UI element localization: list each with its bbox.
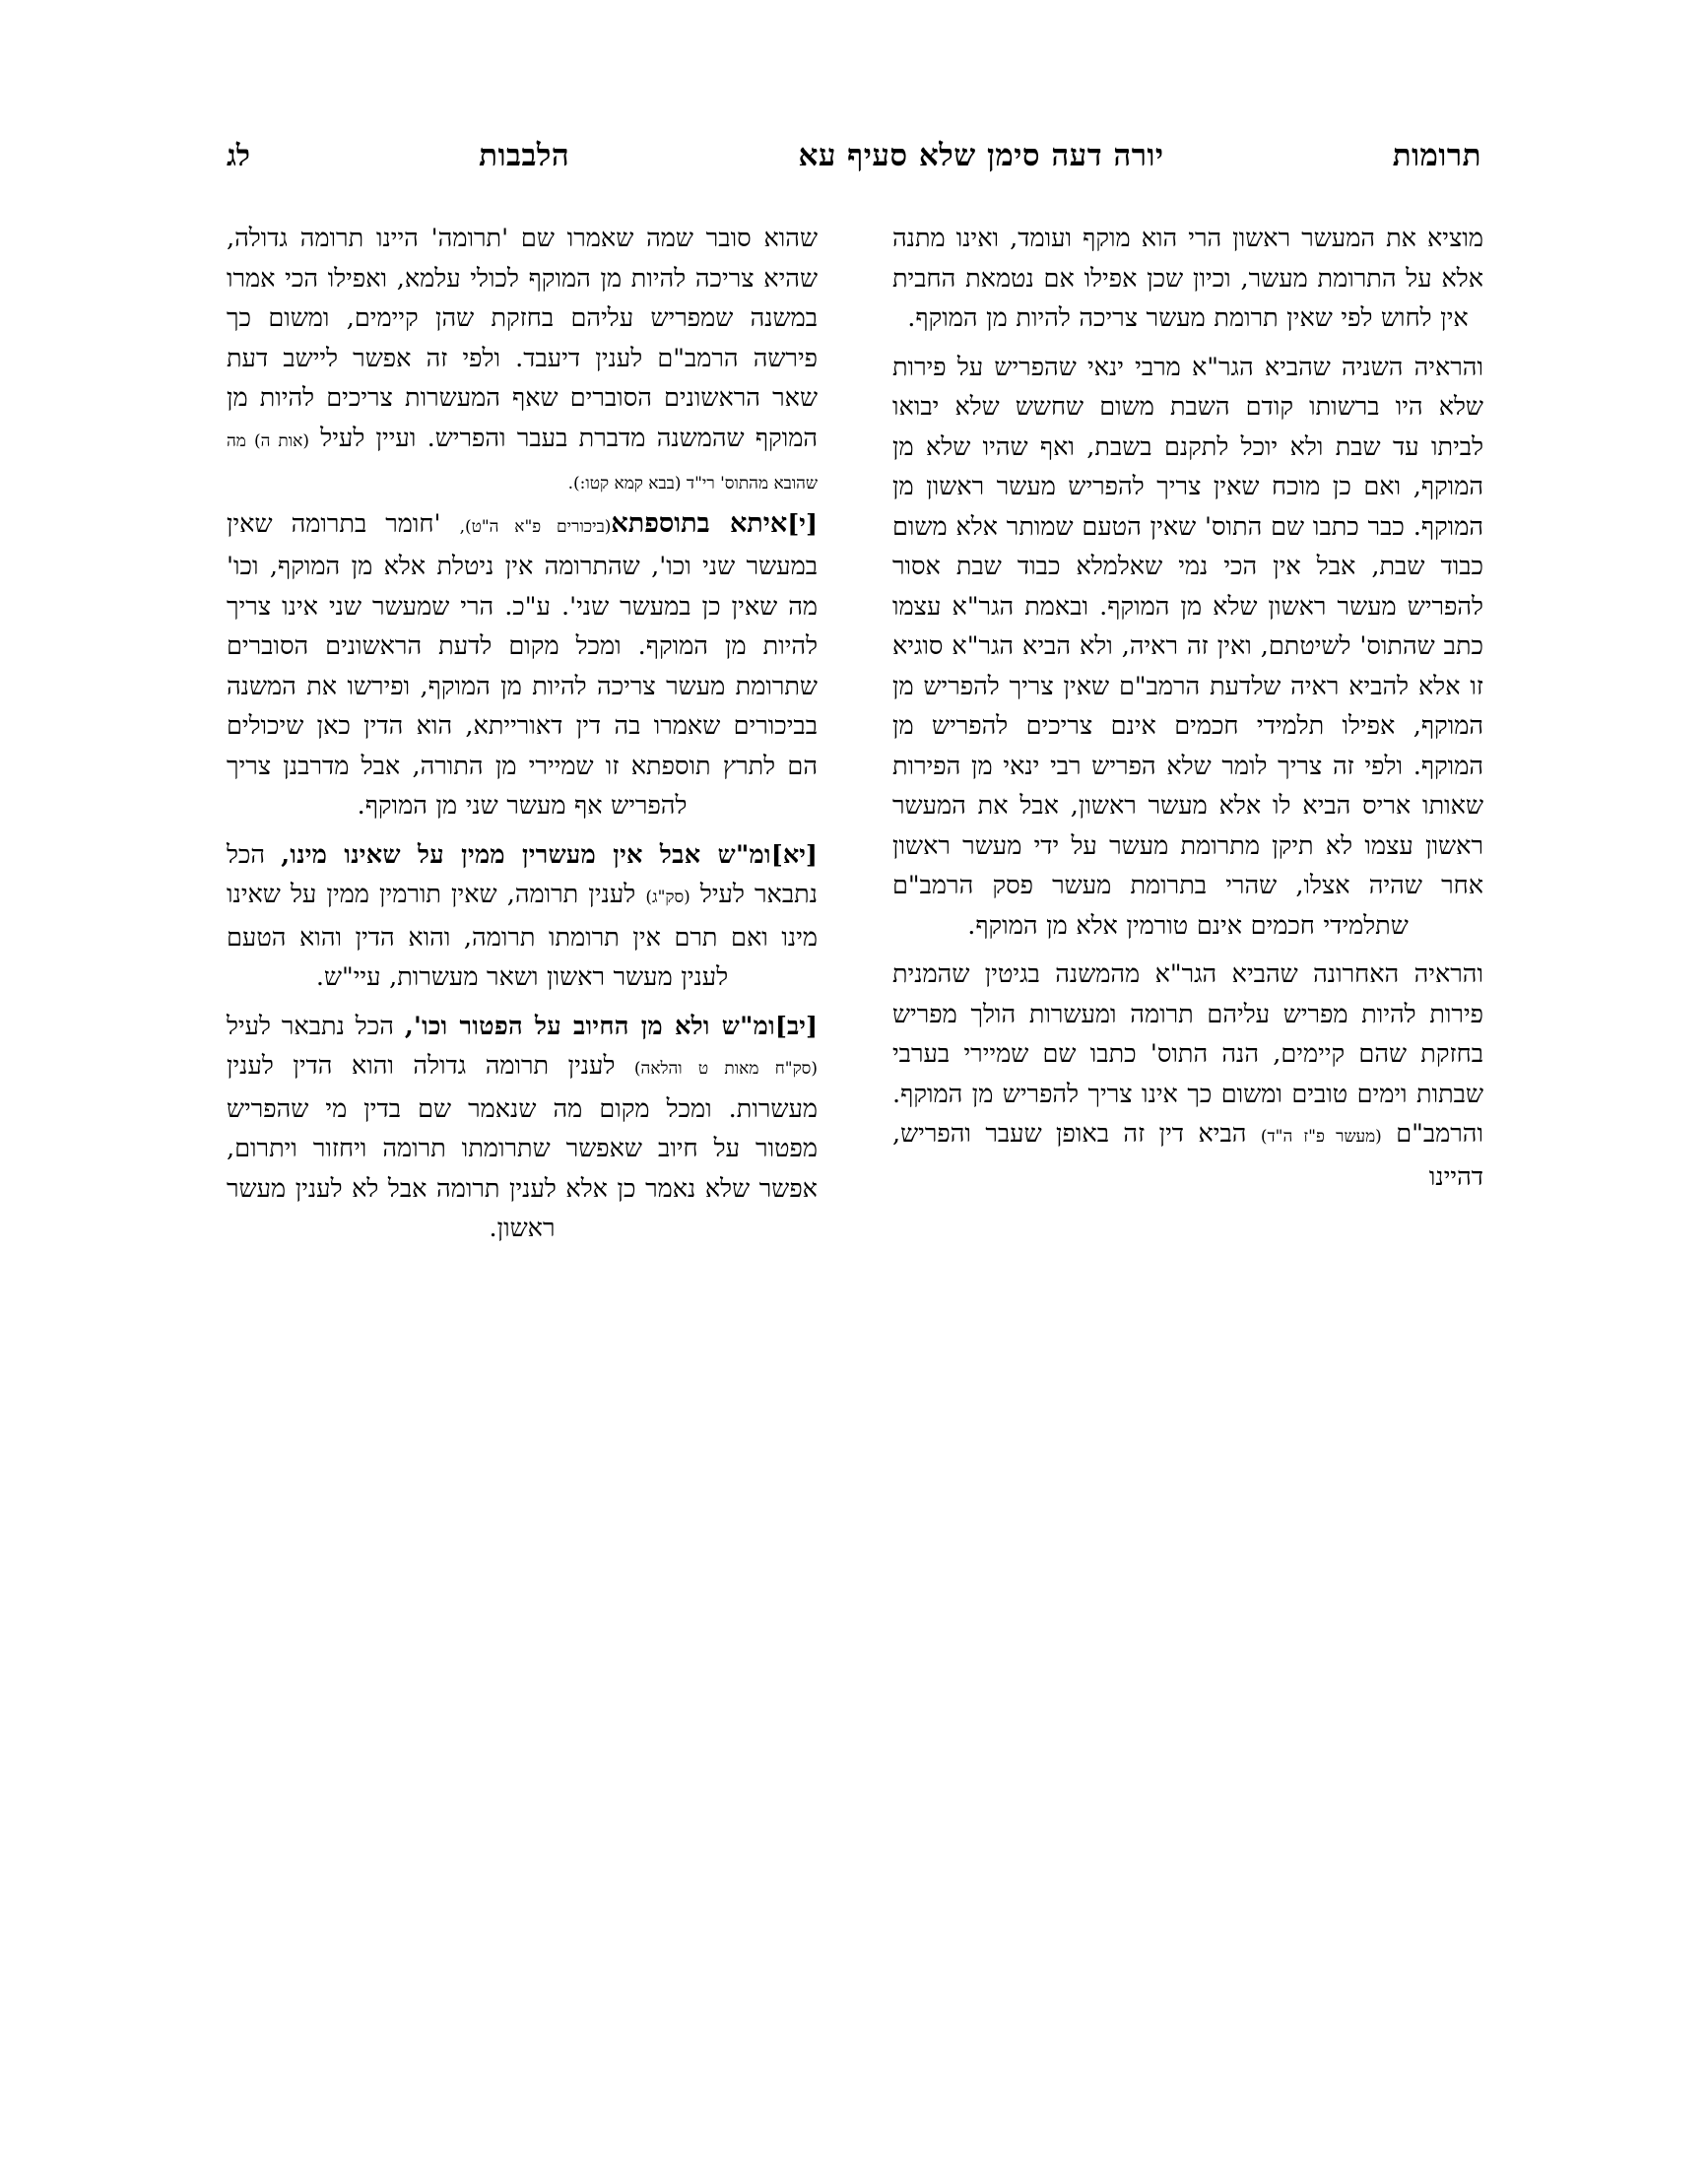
paragraph-lead: איתא בתוספתא	[611, 507, 788, 539]
header-title-right: תרומות	[1392, 138, 1481, 173]
paragraph-text: מוציא את המעשר ראשון הרי הוא מוקף ועומד, ואינו מתנה אלא על התרומת מעשר, וכיון שכן אפילו אם נטמאת החבית אין לחוש לפי שאין תרומת מעשר צריכה להיות מן המוקף.	[892, 224, 1483, 333]
section-marker: [יב]	[774, 1011, 819, 1041]
paragraph	[227, 219, 818, 504]
paragraph-lead: ומ"ש ולא מן החיוב על הפטור וכו',	[404, 1011, 775, 1041]
paragraph	[892, 955, 1483, 1197]
paragraph-text: והראיה השניה שהביא הגר"א מרבי ינאי שהפריש על פירות שלא היו ברשותו קודם השבת משום שחשש שלא יבואו לביתו עד שבת ולא יוכל לתקנם בשבת, ואף שהיו שלא מן המוקף, ואם כן מוכח שאין צריך להפריש מעשר ראשון מן המוקף. כבר כתבו שם התוס' שאין הטעם שמותר אלא משום כבוד שבת, אבל אין הכי נמי שאלמלא כבוד שבת אסור להפריש מעשר ראשון שלא מן המוקף. ובאמת הגר"א עצמו כתב שהתוס' לשיטתם, ואין זה ראיה, ולא הביא הגר"א סוגיא זו אלא להביא ראיה שלדעת הרמב"ם שאין צריך להפריש מן המוקף, אפילו תלמידי חכמים אינם צריכים להפריש מן המוקף. ולפי זה צריך לומר שלא הפריש רבי ינאי מן הפירות שאותו אריס הביא לו אלא מעשר ראשון, אבל את המעשר ראשון עצמו לא תיקן מתרומת מעשר על ידי מעשר ראשון אחר שהיה אצלו, שהרי בתרומת מעשר פסק הרמב"ם שתלמידי חכמים אינם טורמין אלא מן המוקף.	[892, 352, 1483, 941]
paragraph	[892, 348, 1483, 947]
paragraph-text-tail: הביא דין זה באופן שעבר והפריש, דהיינו	[892, 1119, 1483, 1192]
section-marker: [י]	[787, 508, 819, 539]
source-citation: (אות ה) מה שהובא מהתוס' רי"ד (בבא קמא קטו:).	[227, 430, 818, 494]
column-left	[227, 219, 818, 1755]
paragraph	[227, 835, 818, 998]
paragraph-text: 'חומר בתרומה שאין במעשר שני וכו', שהתרומה אין ניטלת אלא מן המוקף, וכו' מה שאין כן במעשר שני'. ע"כ. הרי שמעשר שני אינו צריך להיות מן המוקף. ומכל מקום לדעת הראשונים הסוברים שתרומת מעשר צריכה להיות מן המוקף, ופירשו את המשנה בביכורים שאמרו בה דין דאורייתא, הוא הדין כאן שיכולים הם לתרץ תוספתא זו שמיירי מן התורה, אבל מדרבנן צריך להפריש אף מעשר שני מן המוקף.	[227, 508, 818, 821]
section-marker: [יא]	[770, 839, 818, 870]
paragraph	[227, 1007, 818, 1249]
paragraph-text: שהוא סובר שמה שאמרו שם 'תרומה' היינו תרומה גדולה, שהיא צריכה להיות מן המוקף לכולי עלמא, ואפילו הכי אמרו במשנה שמפריש עליהם בחזקת שהן קיימים, ומשום כך פירשה הרמב"ם לענין דיעבד. ולפי זה אפשר ליישב דעת שאר הראשונים הסוברים שאף המעשרות צריכים להיות מן המוקף שהמשנה מדברת בעבר והפריש. ועיין לעיל	[227, 224, 818, 453]
text-columns	[225, 219, 1483, 1755]
paragraph-text: הכל נתבאר לעיל	[227, 1011, 405, 1041]
paragraph-text-tail: לענין תרומה, שאין תורמין ממין על שאינו מינו ואם תרם אין תרומתו תרומה, והוא הדין והוא הטעם לענין מעשר ראשון ושאר מעשרות, עיי"ש.	[227, 880, 818, 992]
paragraph-text-tail: לענין תרומה גדולה והוא הדין לענין מעשרות. ומכל מקום מה שנאמר שם בדין מי שהפריש מפטור על חיוב שאפשר שתרומתו תרומה ויחזור ויתרום, אפשר שלא נאמר כן אלא לענין תרומה אבל לא לענין מעשר ראשון.	[227, 1051, 818, 1243]
page-header	[227, 138, 1481, 183]
source-citation: (מעשר פ"ז ה"ד)	[1260, 1127, 1382, 1147]
paragraph-text: והראיה האחרונה שהביא הגר"א מהמשנה בגיטין שהמנית פירות להיות מפריש עליהם תרומה ומעשרות הולך מפריש בחזקת שהם קיימים, הנה התוס' כתבו שם שמיירי בערבי שבתות וימים טובים ומשום כך אינו צריך להפריש מן המוקף. והרמב"ם	[892, 959, 1483, 1149]
source-citation: (ביכורים פ"א ה"ט),	[459, 516, 612, 537]
header-folio-number: לג	[227, 139, 250, 173]
paragraph-lead: ומ"ש אבל אין מעשרין ממין על שאינו מינו,	[281, 839, 771, 870]
header-tractate-reference: יורה דעה סימן שלא סעיף עא	[798, 138, 1164, 173]
column-right	[892, 219, 1483, 1755]
paragraph	[227, 504, 818, 826]
source-citation: (סק"ג)	[645, 888, 690, 907]
paragraph	[892, 219, 1483, 339]
header-book-name: הלבבות	[479, 138, 570, 173]
paragraph-text: הכל נתבאר לעיל	[227, 839, 818, 909]
source-citation: (סק"ח מאות ט והלאה)	[633, 1059, 818, 1079]
